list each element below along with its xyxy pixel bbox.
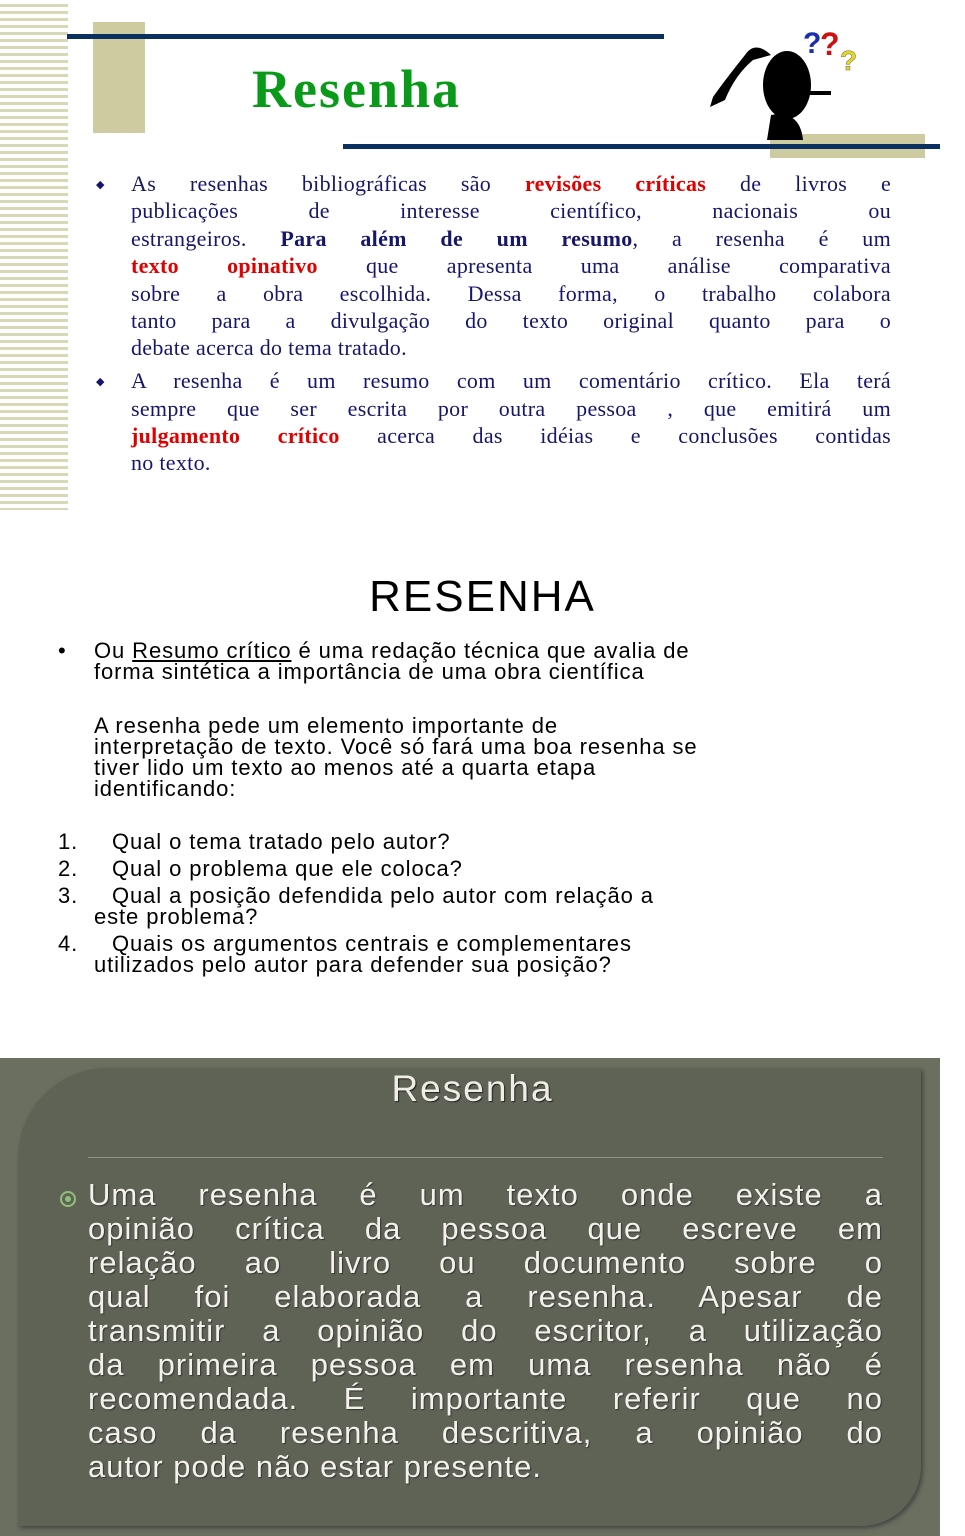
paragraph-line <box>131 396 891 422</box>
bullet-diamond-icon: ◆ <box>96 179 105 191</box>
text-segment: As resenhas bibliográficas são <box>131 171 525 196</box>
paragraph-line: opinião crítica da pessoa que escreve em <box>88 1211 883 1246</box>
bullet-line <box>94 659 645 685</box>
text-segment: de livros e <box>706 171 892 196</box>
text-segment: que apresenta uma análise comparativa <box>317 253 891 278</box>
slide1-title: Resenha <box>252 59 462 119</box>
slide3-title: Resenha <box>391 1068 554 1109</box>
paragraph-line: transmitir a opinião do escritor, a utilização <box>88 1313 883 1348</box>
text-segment: sobre a obra escolhida. Dessa forma, o trabalho colabora <box>131 281 891 306</box>
paragraph-line: caso da resenha descritiva, a opinião do <box>88 1415 883 1450</box>
svg-text:?: ? <box>803 27 822 60</box>
text-segment: A resenha é um resumo com um comentário crítico. Ela terá <box>131 368 891 393</box>
list-number: 1. <box>58 829 79 854</box>
paragraph-line: qual foi elaborada a resenha. Apesar de <box>88 1279 883 1314</box>
slide-3 <box>0 1058 940 1536</box>
svg-text:?: ? <box>820 26 840 62</box>
paragraph-line: relação ao livro ou documento sobre o <box>88 1245 883 1280</box>
paragraph-line: da primeira pessoa em uma resenha não é <box>88 1347 883 1382</box>
text-segment: forma sintética a importância de uma obra científica <box>94 659 645 684</box>
paragraph-line <box>131 253 891 279</box>
text-segment: acerca das idéias e conclusões contidas <box>339 423 891 448</box>
emphasis-text: revisões críticas <box>524 171 707 196</box>
list-item-line: este problema? <box>94 904 259 929</box>
bullet-icon: • <box>58 638 67 663</box>
top-rule <box>67 34 664 39</box>
paragraph-line: A resenha pede um elemento importante de <box>94 713 559 738</box>
emphasis-text: Resumo crítico <box>132 638 292 663</box>
paragraph-line <box>131 450 891 476</box>
paragraph-line: tiver lido um texto ao menos até a quarta etapa <box>94 755 597 780</box>
text-segment: no texto. <box>131 450 211 475</box>
slide2-title: RESENHA <box>369 572 596 621</box>
text-segment: é uma redação técnica que avalia de <box>291 638 690 663</box>
emphasis-text: Para além de um resumo <box>280 226 633 251</box>
paragraph-line: autor pode não estar presente. <box>88 1449 542 1484</box>
text-segment: estrangeiros. <box>131 226 281 251</box>
emphasis-text: texto opinativo <box>131 253 318 278</box>
paragraph-line: interpretação de texto. Você só fará uma boa resenha se <box>94 734 698 759</box>
paragraph-line: recomendada. É importante referir que no <box>88 1381 883 1416</box>
list-number: 4. <box>58 931 79 956</box>
text-segment: tanto para a divulgação do texto original quanto para o <box>131 308 891 333</box>
list-item-line: utilizados pelo autor para defender sua posição? <box>94 952 612 977</box>
paragraph-line: identificando: <box>94 776 237 801</box>
paragraph-line <box>131 308 891 334</box>
paragraph-line <box>131 198 891 224</box>
bottom-rule <box>343 144 940 149</box>
text-segment: , a resenha é um <box>632 226 892 251</box>
text-segment: Ou <box>94 638 133 663</box>
paragraph-line <box>131 335 891 361</box>
paragraph-line <box>131 226 891 252</box>
svg-text:?: ? <box>840 45 858 76</box>
list-item-line: Qual a posição defendida pelo autor com relação a <box>112 883 654 908</box>
text-segment: debate acerca do tema tratado. <box>131 335 407 360</box>
title-divider <box>88 1157 883 1158</box>
striped-margin <box>0 0 68 510</box>
list-number: 3. <box>58 883 79 908</box>
list-item-line: Qual o tema tratado pelo autor? <box>112 829 451 854</box>
text-segment: publicações de interesse científico, nacionais ou <box>131 198 891 223</box>
emphasis-text: julgamento crítico <box>131 423 340 448</box>
list-item-line: Quais os argumentos centrais e complementares <box>112 931 632 956</box>
thinking-person-icon <box>705 15 880 140</box>
bullet-icon <box>60 1191 76 1207</box>
list-item-line: Qual o problema que ele coloca? <box>112 856 463 881</box>
paragraph-line <box>131 423 891 449</box>
list-number: 2. <box>58 856 79 881</box>
paragraph-line <box>131 171 891 197</box>
paragraph-line <box>131 368 891 394</box>
text-segment: sempre que ser escrita por outra pessoa , que emitirá um <box>131 396 891 421</box>
paragraph-line <box>131 281 891 307</box>
paragraph-line: Uma resenha é um texto onde existe a <box>88 1177 883 1212</box>
bullet-diamond-icon: ◆ <box>96 376 105 388</box>
